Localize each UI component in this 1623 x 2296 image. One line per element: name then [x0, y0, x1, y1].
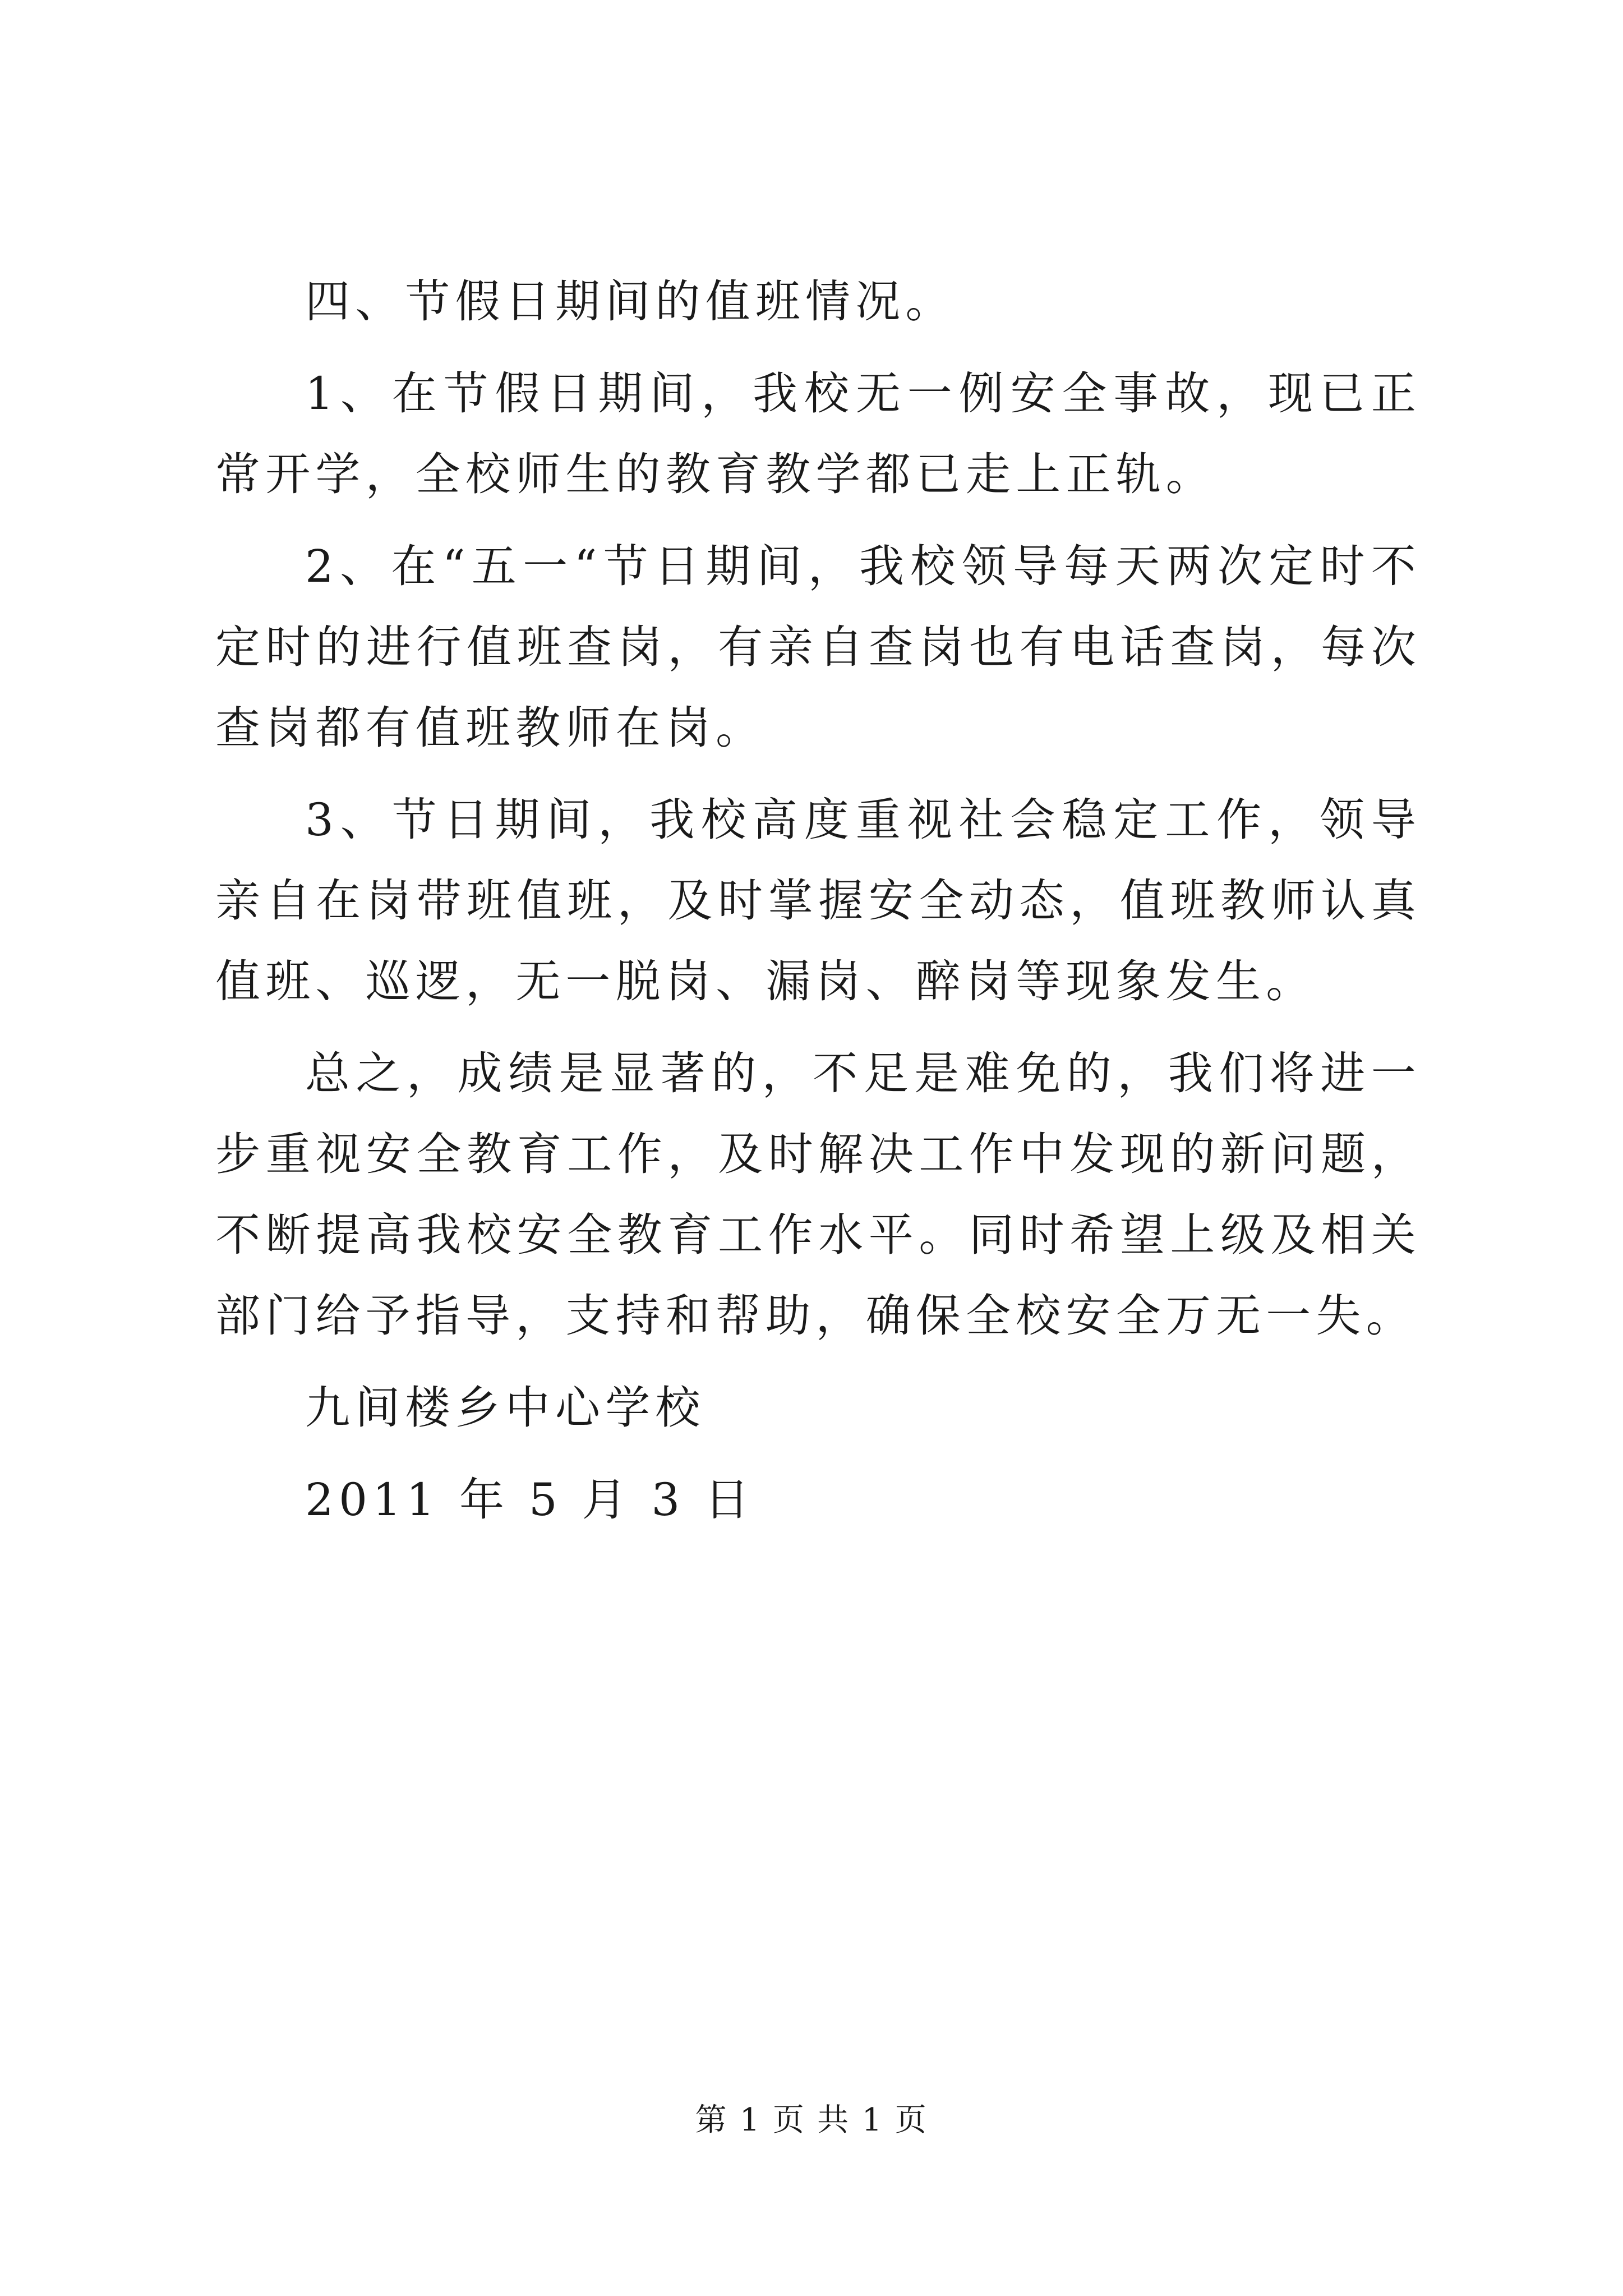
paragraph-summary: 总之，成绩是显著的，不足是难免的，我们将进一步重视安全教育工作，及时解决工作中发现的新问题，不断提高我校安全教育工作水平。同时希望上级及相关部门给予指导，支持和帮助，确保全校安全万无一失。 — [215, 1047, 1421, 1342]
paragraph-item-1: 1、在节假日期间，我校无一例安全事故，现已正常开学，全校师生的教育教学都已走上正轨。 — [215, 367, 1421, 500]
signature-date: 2011 年 5 月 3 日 — [305, 1474, 755, 1526]
paragraph-item-2: 2、在“五一“节日期间，我校领导每天两次定时不定时的进行值班查岗，有亲自查岗也有电话查岗，每次查岗都有值班教师在岗。 — [215, 540, 1421, 754]
paragraph-item-3: 3、节日期间，我校高度重视社会稳定工作，领导亲自在岗带班值班，及时掌握安全动态，值班教师认真值班、巡逻，无一脱岗、漏岗、醉岗等现象发生。 — [215, 794, 1421, 1007]
signature-school: 九间楼乡中心学校 — [305, 1382, 706, 1434]
section-heading: 四、节假日期间的值班情况。 — [305, 275, 956, 328]
page-footer — [0, 2098, 1623, 2143]
document-body — [215, 261, 1421, 1540]
page-number: 第 1 页 共 1 页 — [695, 2102, 928, 2138]
